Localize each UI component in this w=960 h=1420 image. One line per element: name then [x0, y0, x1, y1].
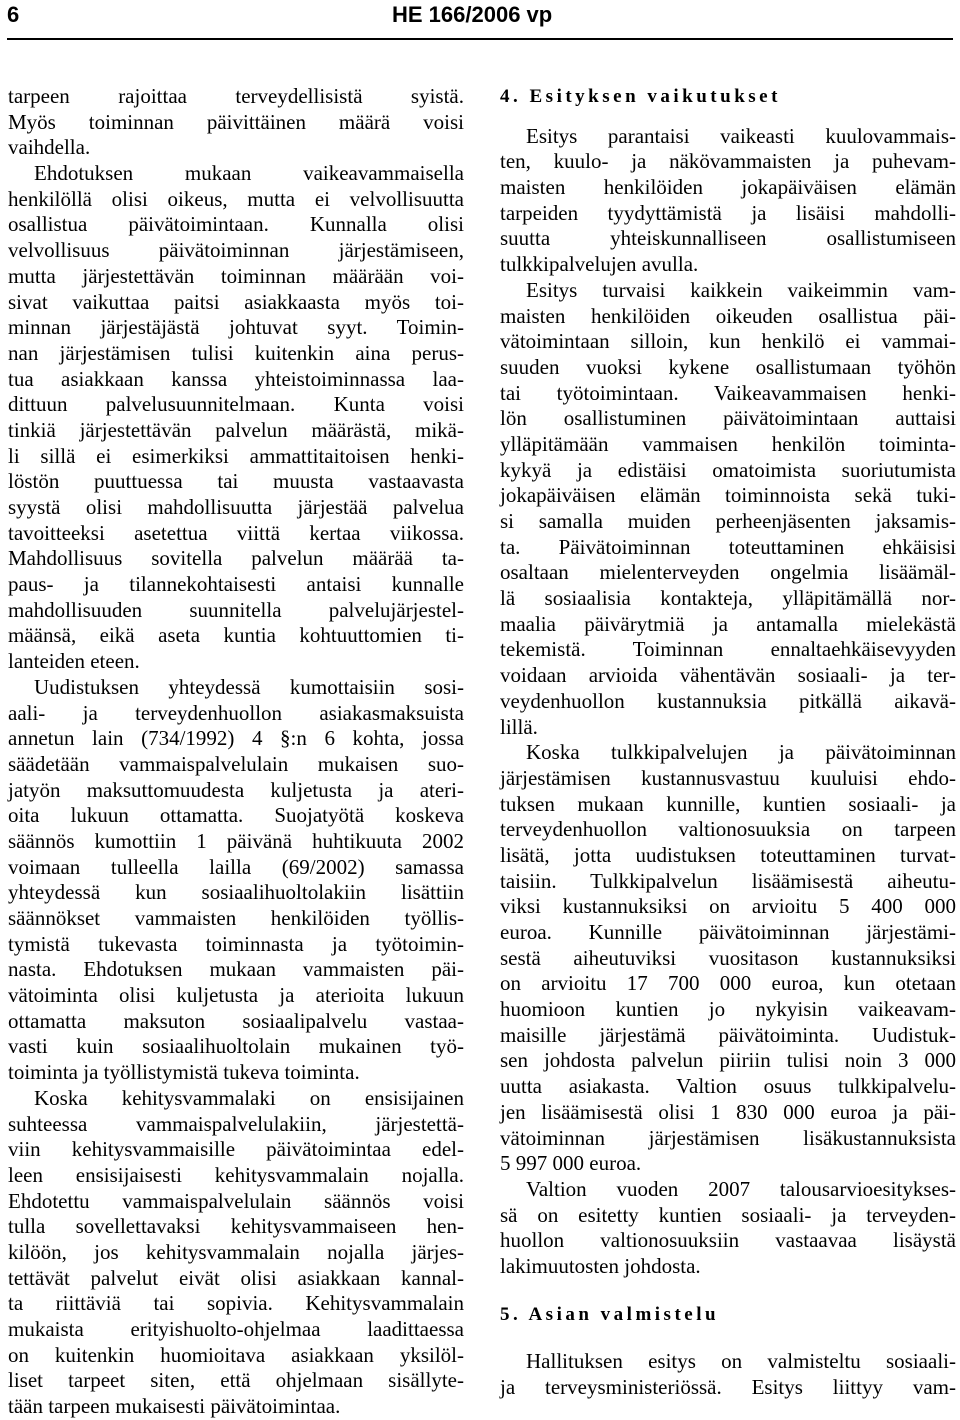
text-line: maisten henkilöiden oikeuden osallistua päi-: [500, 303, 956, 328]
text-line: suhteessa vammaispalvelulakiin, järjestettä-: [8, 1111, 464, 1136]
text-line: velvollisuus päivätoiminnan järjestämiseen,: [8, 238, 464, 263]
text-line: tinkiä järjestettävän palvelun määrästä, mikä-: [8, 417, 464, 442]
text-line: Koska tulkkipalvelujen ja päivätoiminnan: [526, 740, 956, 765]
text-line: vaihdella.: [8, 135, 91, 160]
text-line: tua asiakkaan kanssa yhteistoiminnassa laa-: [8, 366, 464, 391]
text-line: paus- ja tilannekohtaisesti antaisi kunnalle: [8, 572, 464, 597]
text-line: tarpeen rajoittaa terveydellisistä syistä.: [8, 84, 464, 108]
text-line: sivat vaikuttaa paitsi asiakkaasta myös toi-: [8, 289, 464, 314]
spacer: [500, 1327, 956, 1349]
text-line: suutta yhteiskunnalliseen osallistumiseen: [500, 226, 956, 251]
text-line: säännös kumottiin 1 päivänä huhtikuuta 2002: [8, 828, 464, 853]
text-line: sä on esitetty kuntien sosiaali- ja terveyden-: [500, 1202, 956, 1227]
text-line: jokapäiväisen elämän toiminnoista sekä tuki-: [500, 483, 956, 508]
text-line: sen johdosta palvelun piiriin tulisi noin 3 000: [500, 1048, 956, 1073]
text-line: mukaista erityishuolto-ohjelmaa laadittaessa: [8, 1317, 464, 1341]
text-line: säännökset vammaisten henkilöiden työllis-: [8, 906, 464, 930]
page-header: [0, 0, 960, 40]
text-line: mutta järjestettävän toiminnan määrään voi-: [8, 263, 464, 288]
text-line: ottamatta maksuton sosiaalipalvelu vastaa-: [8, 1008, 464, 1033]
text-line: kilöön, jos kehitysvammalain nojalla järjes-: [8, 1239, 464, 1264]
text-line: vätoiminta olisi kuljetusta ja aterioita lukuun: [8, 983, 464, 1008]
text-line: Mahdollisuus sovitella palvelun määrää ta-: [8, 546, 464, 571]
text-line: leen ensisijaisesti kehitysvammalain nojalla.: [8, 1162, 464, 1187]
spacer: [500, 110, 956, 124]
text-line: tarpeiden tyydyttämistä ja lisäisi mahdolli-: [500, 200, 956, 225]
text-line: yhteydessä kun sosiaalihuoltolakiin lisättiin: [8, 880, 464, 905]
text-line: nan järjestämisen tulisi kuitenkin aina perus-: [8, 340, 464, 365]
text-line: tymistä tukevasta toiminnasta ja työtoimin-: [8, 931, 464, 956]
text-line: dittuun palvelusuunnitelmaan. Kunta voisi: [8, 392, 464, 417]
text-line: vätoimintaan silloin, kun henkilö ei vammai-: [500, 329, 956, 354]
text-line: maisten henkilöiden jokapäiväisen elämän: [500, 175, 956, 200]
text-line: 5 997 000 euroa.: [500, 1151, 642, 1176]
header-divider: [7, 38, 953, 40]
text-line: terveydenhuollon valtionosuuksia on tarpeen: [500, 817, 956, 842]
text-line: määnsä, eikä aseta kuntia kohtuuttomien ti-: [8, 623, 464, 648]
text-line: löstön puuttuessa tai muusta vastaavasta: [8, 469, 464, 494]
text-line: uutta asiakasta. Valtion osuus tulkkipalvelu-: [500, 1074, 956, 1099]
text-line: vasti kuin sosiaalihuoltolain mukainen työ-: [8, 1034, 464, 1059]
text-line: lisätä, jotta uudistuksen toteuttaminen turvat-: [500, 842, 956, 867]
text-line: ja terveysministeriössä. Esitys liittyy vam-: [500, 1375, 956, 1399]
text-line: syystä olisi mahdollisuutta järjestää palvelua: [8, 495, 464, 519]
text-line: lakimuutosten johdosta.: [500, 1253, 701, 1278]
text-line: viksi kustannuksiksi on arvioitu 5 400 000: [500, 894, 956, 919]
text-line: säädetään vammaispalvelulain mukaisen suo-: [8, 751, 464, 776]
text-line: taisiin. Tulkkipalvelun lisäämisestä aiheutu-: [500, 868, 956, 893]
text-line: tään tarpeen mukaisesti päivätoimintaa.: [8, 1394, 341, 1419]
text-line: euroa. Kunnille päivätoiminnan järjestämi-: [500, 920, 956, 944]
text-line: kykyä ja edistäisi omatoimista suoriutumista: [500, 457, 956, 482]
text-line: veydenhuollon kustannuksia pitkällä aikavä-: [500, 688, 956, 713]
text-line: suuden vuoksi kykene osallistumaan työhön: [500, 354, 956, 379]
text-line: tettävät palvelut eivät olisi asiakkaan kannal-: [8, 1265, 464, 1290]
text-line: tuksen mukaan kunnille, kuntien sosiaali- ja: [500, 791, 956, 816]
left-text-column: [8, 84, 464, 1420]
right-text-column: [500, 84, 956, 1401]
text-line: minnan järjestäjästä johtuvat syyt. Toimin-: [8, 315, 464, 340]
text-line: lön osallistuminen päivätoimintaan auttaisi: [500, 406, 956, 431]
spacer: [500, 1280, 956, 1302]
text-line: lillä.: [500, 714, 538, 739]
section-heading: 4. Esityksen vaikutukset: [500, 86, 781, 107]
text-line: osaltaan mielenterveyden ongelmia lisäämäl-: [500, 560, 956, 585]
text-line: järjestämisen kustannusvastuu kuuluisi ehdo-: [500, 765, 956, 790]
text-line: henkilöllä olisi oikeus, mutta ei velvollisuutta: [8, 186, 464, 211]
text-line: maalia päivärytmiä ja antamalla mielekästä: [500, 611, 956, 636]
section-heading: 5. Asian valmistelu: [500, 1303, 720, 1325]
text-line: Myös toiminnan päivittäinen määrä voisi: [8, 109, 464, 134]
text-line: voimaan tulleella lailla (69/2002) samassa: [8, 854, 464, 879]
text-line: li sillä ei esimerkiksi ammattitaitoisen henki-: [8, 443, 464, 468]
text-line: Esitys parantaisi vaikeasti kuulovammais-: [526, 123, 956, 148]
text-line: ylläpitämään vammaisen henkilön toiminta-: [500, 431, 956, 456]
text-line: ten, kuulo- ja näkövammaisten ja puhevam-: [500, 149, 956, 174]
text-line: sestä aiheutuviksi vuositason kustannuksiksi: [500, 945, 956, 970]
text-line: nasta. Ehdotuksen mukaan vammaisten päi-: [8, 957, 464, 982]
text-line: maisille järjestämä päivätoiminta. Uudistuk-: [500, 1022, 956, 1047]
text-line: mahdollisuuden suunnitella palvelujärjestel-: [8, 597, 464, 622]
text-line: tai työtoimintaan. Vaikeavammaisen henki-: [500, 380, 956, 405]
text-line: Uudistuksen yhteydessä kumottaisiin sosi-: [34, 674, 464, 699]
text-line: osallistua päivätoimintaan. Kunnalla olisi: [8, 212, 464, 237]
text-line: Ehdotettu vammaispalvelulain säännös voisi: [8, 1188, 464, 1213]
text-line: Valtion vuoden 2007 talousarvioesitykses-: [526, 1176, 956, 1201]
text-line: jen lisäämisestä olisi 1 830 000 euroa ja päi-: [500, 1099, 956, 1124]
text-line: ta. Päivätoiminnan toteuttaminen ehkäisisi: [500, 534, 956, 559]
text-line: jatyön maksuttomuudesta kuljetusta ja ateri-: [8, 777, 464, 802]
text-line: annetun lain (734/1992) 4 §:n 6 kohta, jossa: [8, 726, 464, 751]
text-line: tulkkipalvelujen avulla.: [500, 252, 699, 277]
text-line: aali- ja terveydenhuollon asiakasmaksuista: [8, 700, 464, 725]
page-number: 6: [7, 2, 20, 27]
text-line: Ehdotuksen mukaan vaikeavammaisella: [34, 161, 464, 186]
text-line: on kuitenkin huomioitava asiakkaan yksilöl-: [8, 1342, 464, 1367]
text-line: ta riittäviä tai sopivia. Kehitysvammalain: [8, 1291, 464, 1316]
text-line: tavoitteeksi asetettua viittä kertaa viikossa.: [8, 520, 464, 545]
text-line: tulla sovellettavaksi kehitysvammaiseen hen-: [8, 1214, 464, 1239]
text-line: voidaan arvioida vähentävän sosiaali- ja ter-: [500, 663, 956, 688]
text-line: huomioon kuntien jo nykyisin vaikeavam-: [500, 997, 956, 1022]
text-line: Hallituksen esitys on valmisteltu sosiaali-: [526, 1349, 956, 1374]
text-line: vätoiminnan järjestämisen lisäkustannuksista: [500, 1125, 956, 1150]
text-line: Esitys turvaisi kaikkein vaikeimmin vam-: [526, 277, 956, 302]
text-line: lanteiden eteen.: [8, 649, 140, 674]
text-line: viin kehitysvammaisille päivätoimintaa edel-: [8, 1137, 464, 1162]
text-line: huollon valtionosuuksiin vastaavaa lisäystä: [500, 1228, 956, 1253]
text-line: on arvioitu 17 700 000 euroa, kun otetaan: [500, 971, 956, 996]
text-line: toiminta ja työllistymistä tukeva toiminta.: [8, 1060, 360, 1085]
text-line: si samalla muiden perheenjäsenten jaksamis-: [500, 509, 956, 533]
text-line: Koska kehitysvammalaki on ensisijainen: [34, 1085, 464, 1110]
text-line: oita lukuun ottamatta. Suojatyötä koskeva: [8, 803, 464, 828]
text-line: liset tarpeet siten, että ohjelmaan sisällyte-: [8, 1368, 464, 1393]
document-id: HE 166/2006 vp: [392, 2, 553, 27]
text-line: tekemistä. Toiminnan ennaltaehkäisevyyden: [500, 637, 956, 662]
text-line: lä sosiaalisia kontakteja, ylläpitämällä nor-: [500, 586, 956, 611]
